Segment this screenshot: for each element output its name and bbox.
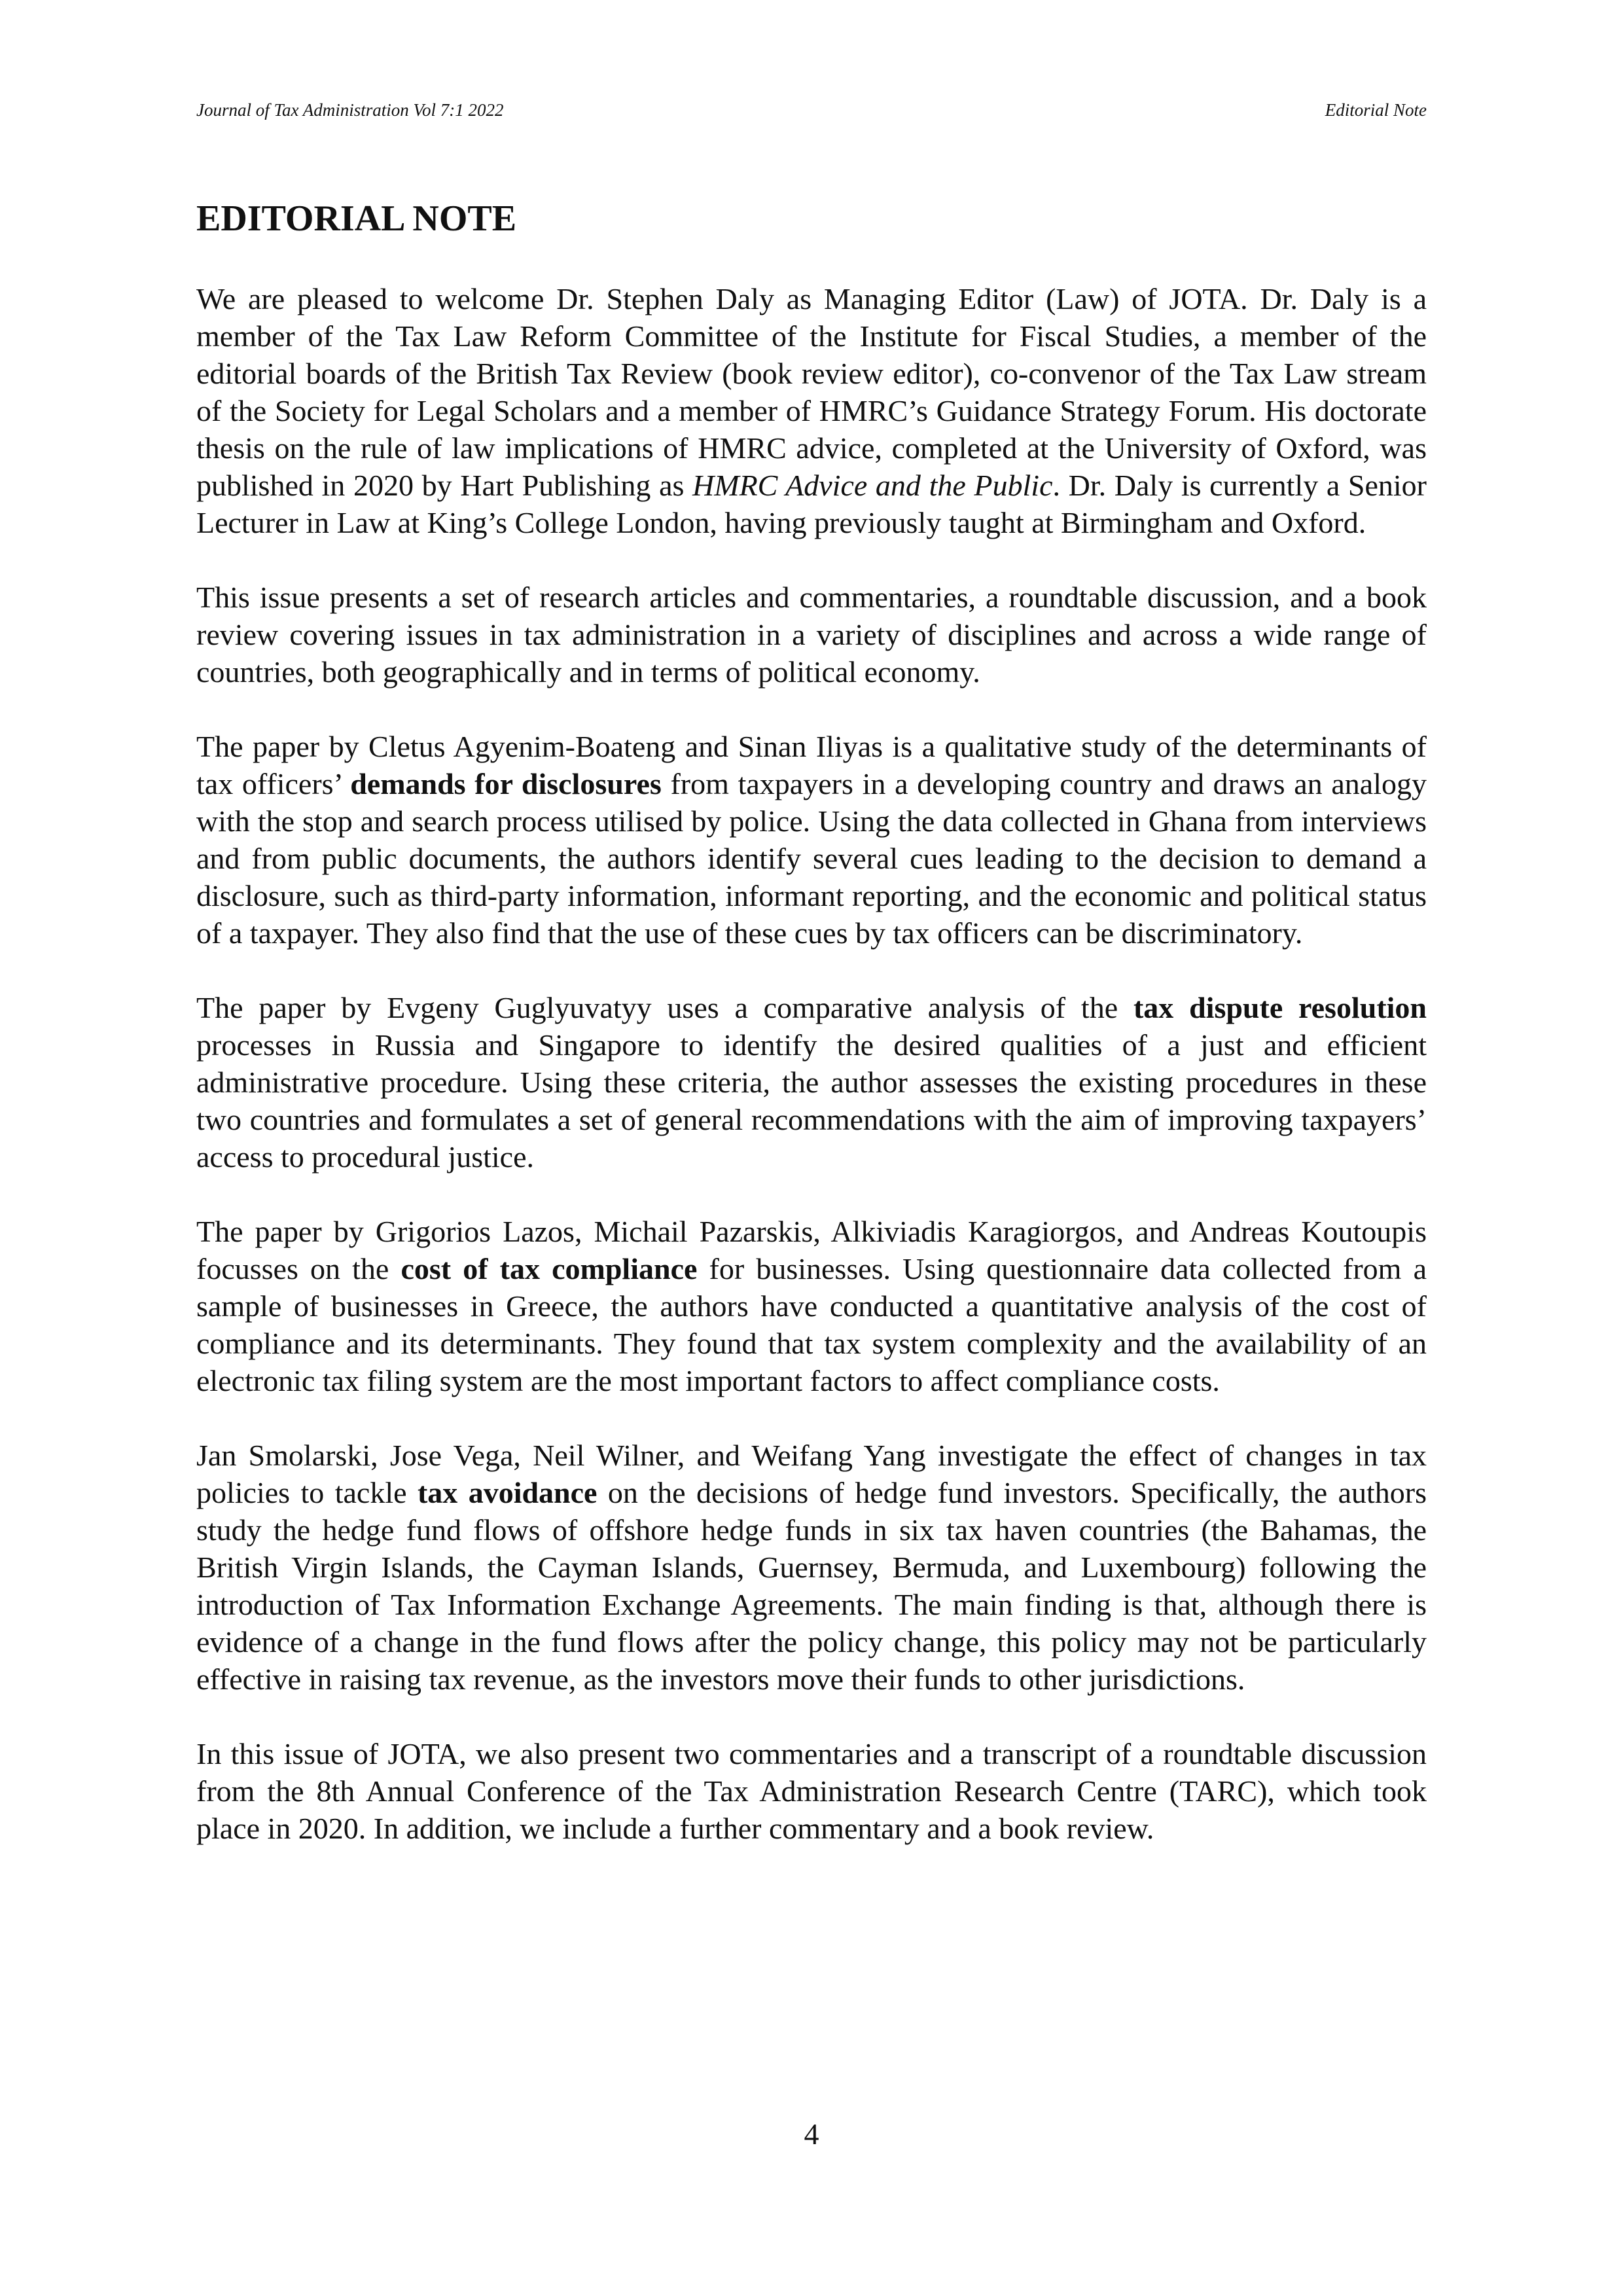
topic-highlight: cost of tax compliance [401, 1252, 698, 1285]
paragraph-dispute-resolution [196, 989, 1427, 1175]
journal-citation: Journal of Tax Administration Vol 7:1 2022 [196, 100, 504, 120]
paragraph-welcome [196, 280, 1427, 541]
paragraph-text: from taxpayers in a developing country and draws an analogy with the stop and search process utilised by police. Using the data collected in Ghana from interviews and from public documents, the authors identify several cues leading to the decision to demand a disclosure, such as third-party information, informant reporting, and the economic and political status of a taxpayer. They also find that the use of these cues by tax officers can be discriminatory. [196, 767, 1427, 950]
paragraph-issue-overview: This issue presents a set of research articles and commentaries, a roundtable discussion, and a book review covering issues in tax administration in a variety of disciplines and across a wide range of countries, both geographically and in terms of political economy. [196, 581, 1427, 689]
paragraph-disclosures [196, 728, 1427, 952]
paragraph-compliance-cost [196, 1213, 1427, 1399]
book-title: HMRC Advice and the Public [692, 469, 1053, 502]
paragraph-text: The paper by Cletus Agyenim-Boateng and Sinan Iliyas is a qualitative study of the determinants of tax officers’ [196, 730, 1427, 800]
topic-highlight: tax dispute resolution [1133, 991, 1427, 1024]
section-label: Editorial Note [1325, 100, 1427, 120]
article-body [196, 280, 1427, 1847]
topic-highlight: demands for disclosures [350, 767, 662, 800]
paragraph-text: The paper by Evgeny Guglyuvatyy uses a comparative analysis of the [196, 991, 1133, 1024]
paragraph-tax-avoidance [196, 1437, 1427, 1698]
paragraph-text: . Dr. Daly is currently a Senior Lecturer in Law at King’s College London, having previously taught at Birmingham and Oxford. [196, 469, 1427, 539]
paragraph-text: on the decisions of hedge fund investors. Specifically, the authors study the hedge fund flows of offshore hedge funds in six tax haven countries (the Bahamas, the British Virgin Islands, the Cayman Islands, Guernsey, Bermuda, and Luxembourg) following the introduction of Tax Information Exchange Agreements. The main finding is that, although there is evidence of a change in the fund flows after the policy change, this policy may not be particularly effective in raising tax revenue, as the investors move their funds to other jurisdictions. [196, 1476, 1427, 1696]
paragraph-commentaries: In this issue of JOTA, we also present two commentaries and a transcript of a roundtable discussion from the 8th Annual Conference of the Tax Administration Research Centre (TARC), which took place in 2020. In addition, we include a further commentary and a book review. [196, 1737, 1427, 1845]
page-title: EDITORIAL NOTE [196, 198, 517, 239]
paragraph-text: processes in Russia and Singapore to identify the desired qualities of a just and efficient administrative procedure. Using these criteria, the author assesses the existing procedures in these two countries and formulates a set of general recommendations with the aim of improving taxpayers’ access to procedural justice. [196, 1028, 1427, 1174]
paragraph-text: Jan Smolarski, Jose Vega, Neil Wilner, and Weifang Yang investigate the effect of changes in tax policies to tackle [196, 1439, 1427, 1509]
paragraph-text: We are pleased to welcome Dr. Stephen Daly as Managing Editor (Law) of JOTA. Dr. Daly is a member of the Tax Law Reform Committee of the Institute for Fiscal Studies, a member of the editorial boards of the British Tax Review (book review editor), co-convenor of the Tax Law stream of the Society for Legal Scholars and a member of HMRC’s Guidance Strategy Forum. His doctorate thesis on the rule of law implications of HMRC advice, completed at the University of Oxford, was published in 2020 by Hart Publishing as [196, 282, 1427, 502]
topic-highlight: tax avoidance [417, 1476, 597, 1509]
paragraph-text: for businesses. Using questionnaire data collected from a sample of businesses in Greece, the authors have conducted a quantitative analysis of the cost of compliance and its determinants. They found that tax system complexity and the availability of an electronic tax filing system are the most important factors to affect compliance costs. [196, 1252, 1427, 1397]
paragraph-text: The paper by Grigorios Lazos, Michail Pazarskis, Alkiviadis Karagiorgos, and Andreas Koutoupis focusses on the [196, 1215, 1427, 1285]
running-header [196, 98, 1427, 122]
page-number: 4 [804, 2117, 819, 2151]
